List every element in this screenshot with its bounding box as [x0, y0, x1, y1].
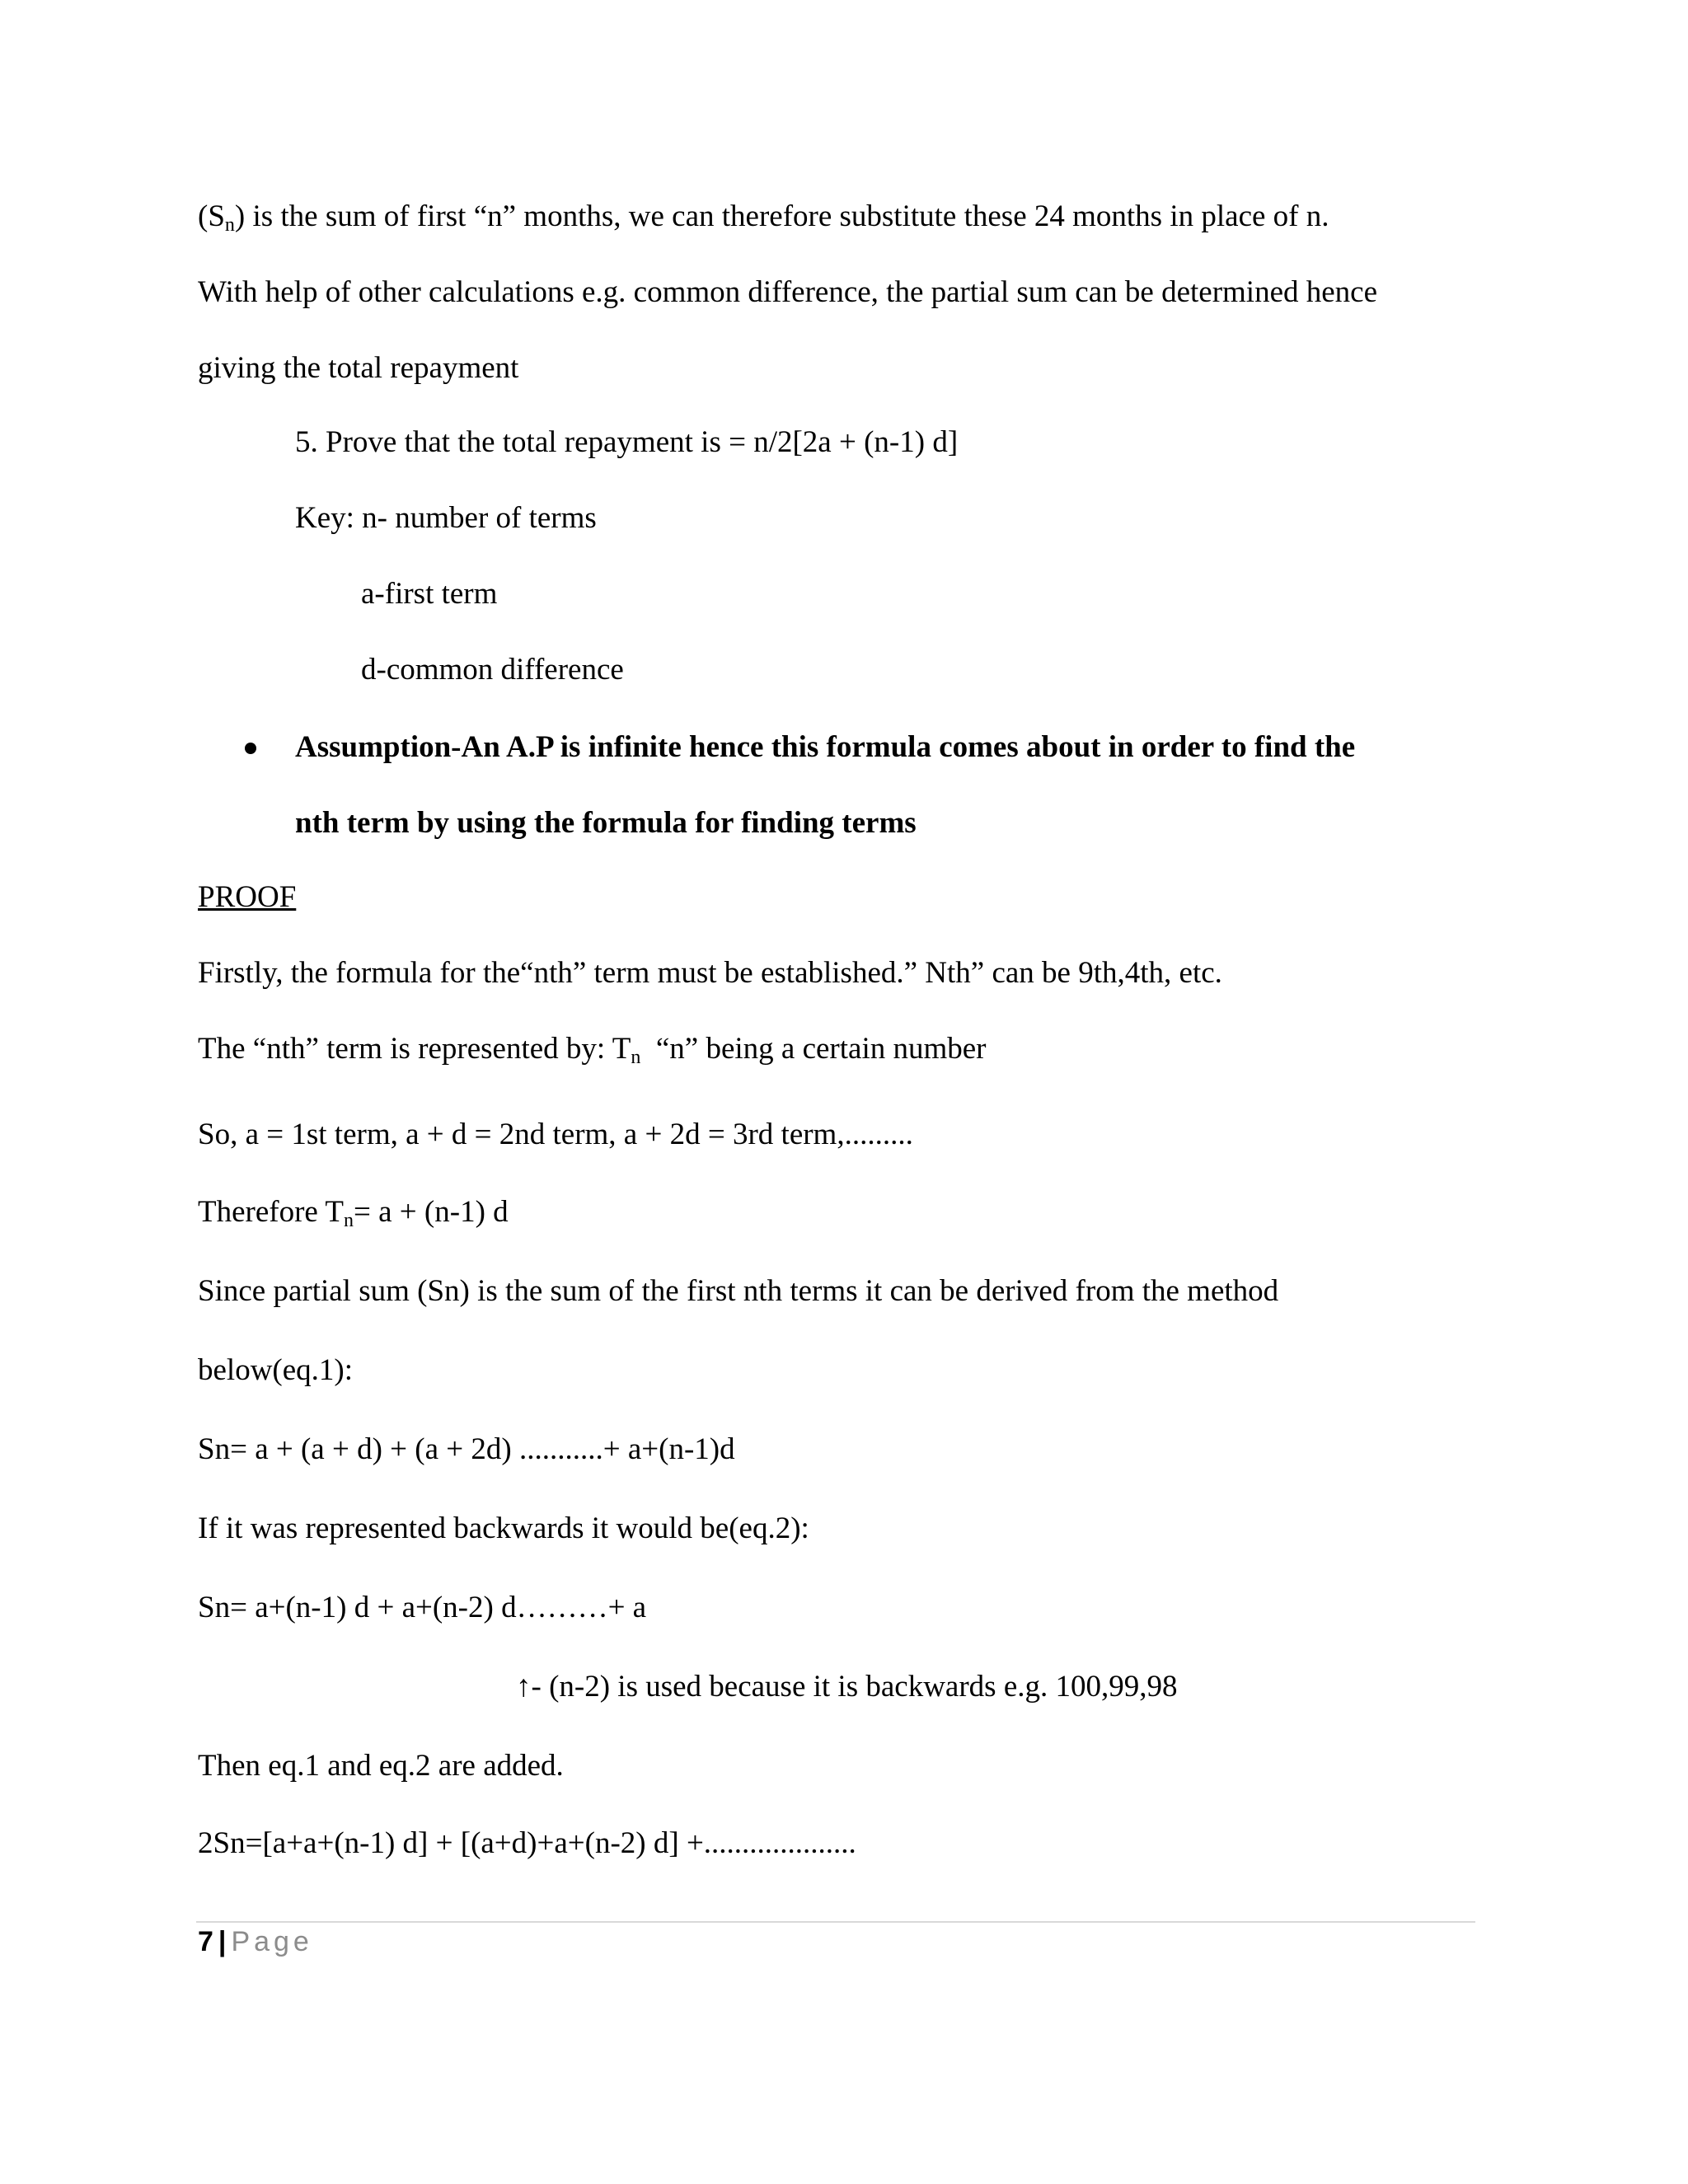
text-segment: The “nth” term is represented by: T — [198, 1032, 631, 1066]
equation-sum: 2Sn=[a+a+(n-1) d] + [(a+d)+a+(n-2) d] +.................... — [198, 1826, 856, 1860]
page-footer — [198, 1924, 313, 1960]
paragraph-line-3: giving the total repayment — [198, 351, 519, 385]
key-item-d: d-common difference — [361, 653, 624, 687]
paragraph-line-18: If it was represented backwards it would be(eq.2): — [198, 1511, 809, 1545]
page-label: Page — [231, 1926, 313, 1957]
paragraph-line-15: Since partial sum (Sn) is the sum of the first nth terms it can be derived from the method — [198, 1274, 1279, 1308]
proof-heading: PROOF — [198, 880, 297, 914]
paragraph-line-21: Then eq.1 and eq.2 are added. — [198, 1749, 564, 1783]
key-heading: Key: n- number of terms — [295, 501, 597, 535]
assumption-line-2: nth term by using the formula for finding terms — [295, 806, 917, 840]
text-segment: “n” being a certain number — [640, 1032, 987, 1066]
bullet-icon — [245, 743, 256, 754]
text-segment: = a + (n-1) d — [354, 1195, 509, 1229]
footer-separator: | — [218, 1926, 227, 1957]
numbered-item-5: 5. Prove that the total repayment is = n/2[2a + (n-1) d] — [295, 425, 959, 459]
paragraph-line-2: With help of other calculations e.g. common difference, the partial sum can be determined hence — [198, 275, 1378, 309]
page-number: 7 — [198, 1926, 213, 1957]
subscript: n — [224, 214, 235, 236]
footer-divider — [196, 1921, 1475, 1923]
paragraph-line-12 — [198, 1030, 987, 1068]
key-item-a: a-first term — [361, 577, 498, 611]
subscript: n — [631, 1047, 641, 1068]
paragraph-line-14 — [198, 1193, 509, 1231]
paragraph-line-11: Firstly, the formula for the“nth” term must be established.” Nth” can be 9th,4th, etc. — [198, 956, 1222, 990]
subscript: n — [344, 1210, 354, 1231]
text-segment: ) is the sum of first “n” months, we can therefore substitute these 24 months in place of n. — [234, 199, 1329, 233]
paragraph-line-1 — [198, 198, 1329, 236]
equation-1: Sn= a + (a + d) + (a + 2d) ...........+ a+(n-1)d — [198, 1432, 735, 1466]
equation-2: Sn= a+(n-1) d + a+(n-2) d………+ a — [198, 1591, 647, 1624]
assumption-line-1: Assumption-An A.P is infinite hence this formula comes about in order to find the — [295, 730, 1356, 764]
paragraph-line-13: So, a = 1st term, a + d = 2nd term, a + 2d = 3rd term,......... — [198, 1118, 913, 1151]
text-segment: (S — [198, 199, 225, 233]
text-segment: Therefore T — [198, 1195, 345, 1229]
paragraph-line-16: below(eq.1): — [198, 1353, 354, 1387]
equation-2-note: ↑- (n-2) is used because it is backwards e.g. 100,99,98 — [516, 1670, 1178, 1704]
